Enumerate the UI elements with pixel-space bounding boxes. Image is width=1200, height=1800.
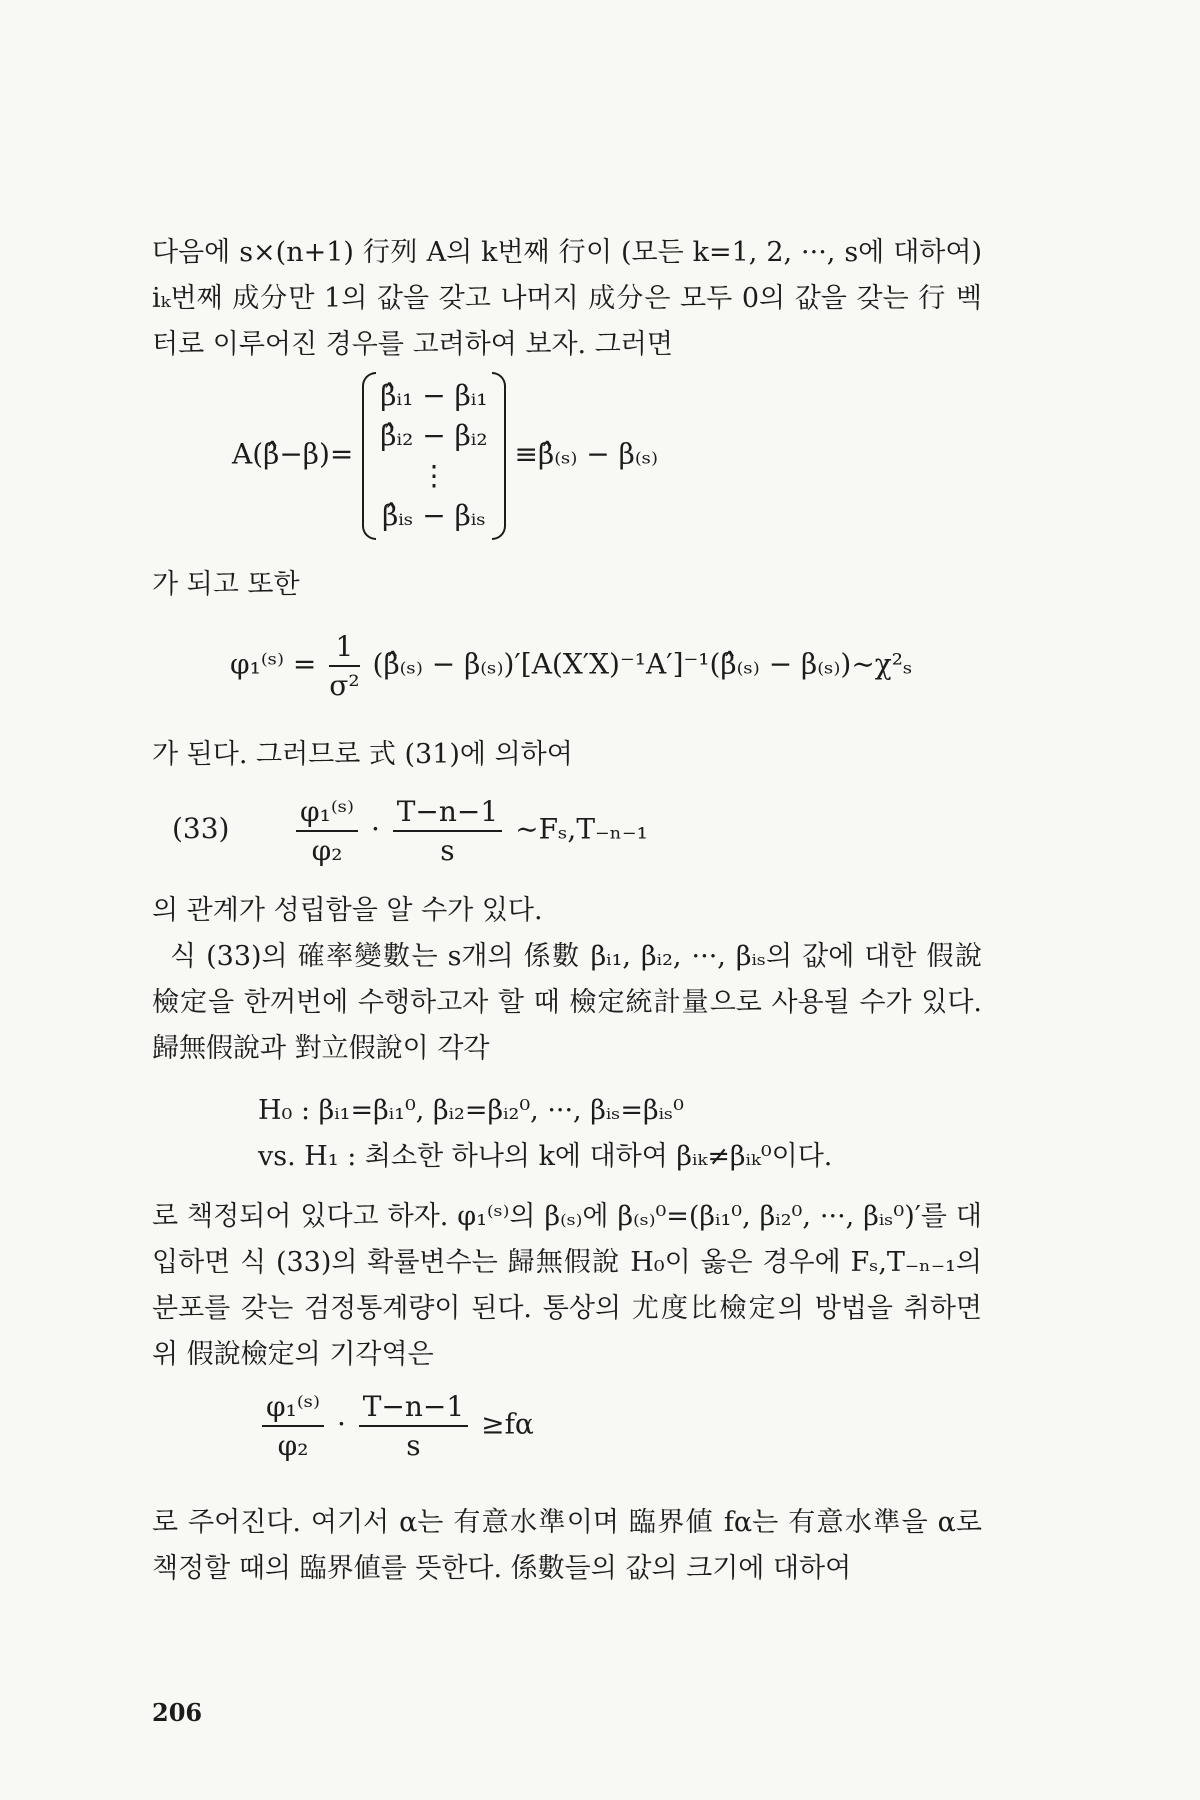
page-number: 206 — [152, 1698, 203, 1727]
eq33-fraction-1 — [296, 795, 358, 867]
equation-number-33: (33) — [172, 812, 230, 845]
crit-fraction-1 — [262, 1390, 324, 1462]
phi-fraction-numerator: 1 — [329, 630, 359, 667]
crit-dot: · — [336, 1407, 346, 1441]
alternative-hypothesis: vs. H₁ : 최소한 하나의 k에 대하여 βᵢₖ≠βᵢₖ⁰이다. — [258, 1141, 833, 1172]
crit-rhs: ≥fα — [481, 1407, 534, 1441]
matrix-row-2: β̂ᵢ₂ − βᵢ₂ — [380, 419, 488, 452]
eq33-den-1: φ₂ — [311, 834, 343, 867]
crit-den-1: φ₂ — [277, 1429, 309, 1462]
eq33-dot: · — [370, 812, 380, 846]
phi-eq-lhs: φ₁⁽ˢ⁾ = — [230, 647, 317, 681]
paragraph-intro: 다음에 s×(n+1) 行列 A의 k번째 行이 (모든 k=1, 2, ···, s에 대하여) iₖ번째 成分만 1의 값을 갖고 나머지 成分은 모두 0의 값을 갖는 行 벡터로 이루어진 경우를 고려하여 보자. 그러면 — [152, 237, 982, 360]
matrix-row-4: β̂ᵢₛ − βᵢₛ — [382, 499, 486, 532]
phi-fraction — [329, 630, 359, 702]
phi-equation — [230, 630, 912, 702]
crit-fraction-2 — [359, 1390, 468, 1462]
paragraph-7: 로 주어진다. 여기서 α는 有意水準이며 臨界値 fα는 有意水準을 α로 책정할 때의 臨界値를 뜻한다. 係數들의 값의 크기에 대하여 — [152, 1507, 982, 1584]
paragraph-6: 로 책정되어 있다고 하자. φ₁⁽ˢ⁾의 β₍ₛ₎에 β₍ₛ₎⁰=(βᵢ₁⁰, βᵢ₂⁰, ···, βᵢₛ⁰)′를 대입하면 식 (33)의 확률변수는 歸無假說 H₀이 옳은 경우에 Fₛ,T₋ₙ₋₁의 분포를 갖는 검정통계량이 된다. 통상의 尤度比檢定의 방법을 취하면 위 假說檢定의 기각역은 — [152, 1201, 982, 1370]
crit-den-2: s — [406, 1429, 421, 1462]
matrix-eq-rhs: ≡β̂₍ₛ₎ − β₍ₛ₎ — [514, 437, 659, 471]
matrix-vector — [362, 372, 505, 540]
matrix-equation — [232, 372, 658, 540]
eq33-num-2: T−n−1 — [393, 795, 502, 832]
matrix-row-1: β̂ᵢ₁ − βᵢ₁ — [380, 379, 488, 412]
paragraph-3: 가 된다. 그러므로 式 (31)에 의하여 — [152, 739, 573, 770]
equation-33 — [292, 795, 648, 867]
phi-fraction-denominator: σ² — [329, 669, 360, 702]
paragraph-2: 가 되고 또한 — [152, 569, 300, 600]
crit-num-1: φ₁⁽ˢ⁾ — [262, 1390, 324, 1427]
matrix-eq-lhs: A(β̂−β)= — [232, 437, 354, 471]
null-hypothesis: H₀ : βᵢ₁=βᵢ₁⁰, βᵢ₂=βᵢ₂⁰, ···, βᵢₛ=βᵢₛ⁰ — [258, 1095, 684, 1126]
paragraph-5: 식 (33)의 確率變數는 s개의 係數 βᵢ₁, βᵢ₂, ···, βᵢₛ의 값에 대한 假說檢定을 한꺼번에 수행하고자 할 때 檢定統計量으로 사용될 수가 있다. 歸無假說과 對立假說이 각각 — [152, 941, 982, 1064]
eq33-den-2: s — [440, 834, 455, 867]
phi-eq-rhs: (β̂₍ₛ₎ − β₍ₛ₎)′[A(X′X)⁻¹A′]⁻¹(β̂₍ₛ₎ − β₍ₛ₎)∼χ²ₛ — [372, 647, 913, 681]
eq33-rhs: ∼Fₛ,T₋ₙ₋₁ — [515, 812, 648, 846]
paragraph-4: 의 관계가 성립함을 알 수가 있다. — [152, 895, 543, 926]
critical-region-equation — [258, 1390, 534, 1462]
eq33-num-1: φ₁⁽ˢ⁾ — [296, 795, 358, 832]
matrix-row-3: ⋮ — [419, 459, 448, 492]
crit-num-2: T−n−1 — [359, 1390, 468, 1427]
eq33-fraction-2 — [393, 795, 502, 867]
